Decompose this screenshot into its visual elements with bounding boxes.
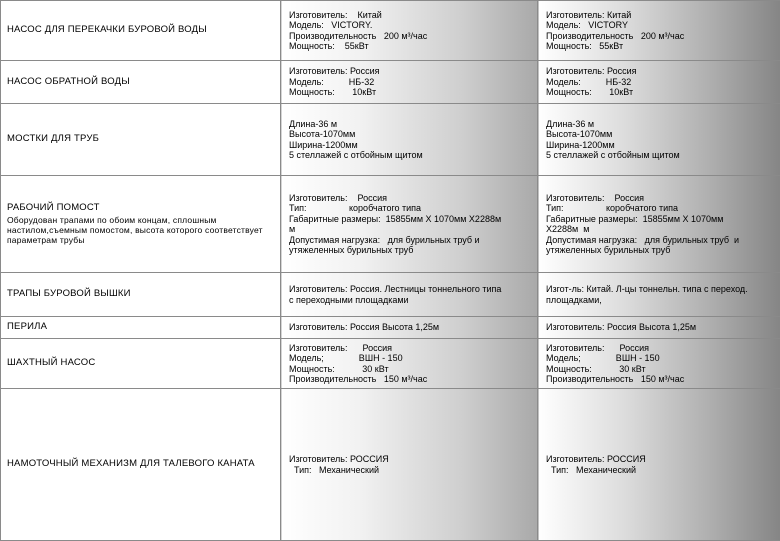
spec-line: утяжеленных бурильных труб — [546, 245, 774, 256]
spec-line: Длина-36 м — [289, 119, 531, 130]
spec-line: Мощность: 30 кВт — [289, 364, 531, 375]
row-name-cell — [1, 1, 281, 61]
table-row — [1, 176, 780, 273]
spec-line: Модель: VICTORY — [546, 20, 774, 31]
spec-cell-col3 — [538, 176, 780, 273]
spec-line: Длина-36 м — [546, 119, 774, 130]
row-description: Оборудован трапами по обоим концам, сплошным настилом,съемным помостом, высота которого соответствует параметрам трубы — [7, 215, 274, 245]
row-name: ПЕРИЛА — [7, 322, 274, 333]
spec-line: Мощность: 10кВт — [546, 87, 774, 98]
spec-line: Производительность 150 м³/час — [289, 374, 531, 385]
spec-cell-col2 — [281, 61, 538, 104]
spec-line: Изготовитель: РОССИЯ — [289, 454, 531, 465]
spec-line: Изготовитель: Россия Высота 1,25м — [546, 322, 774, 333]
spec-cell-col2 — [281, 1, 538, 61]
spec-cell-col3 — [538, 61, 780, 104]
spec-cell-col3 — [538, 273, 780, 317]
spec-line: Изгот-ль: Китай. Л-цы тоннельн. типа с переход. — [546, 284, 774, 295]
table-row — [1, 273, 780, 317]
spec-line: Ширина-1200мм — [546, 140, 774, 151]
spec-line: Изготовитель: Китай — [289, 10, 531, 21]
spec-line: Производительность 200 м³/час — [546, 31, 774, 42]
spec-line: Х2288м м — [546, 224, 774, 235]
spec-cell-col2 — [281, 389, 538, 541]
spec-line: Тип: коробчатого типа — [546, 203, 774, 214]
spec-line: Тип: Механический — [546, 465, 774, 476]
spec-line: Модель: НБ-32 — [546, 77, 774, 88]
spec-line: Изготовитель: Россия — [289, 66, 531, 77]
row-name: НАМОТОЧНЫЙ МЕХАНИЗМ ДЛЯ ТАЛЕВОГО КАНАТА — [7, 459, 274, 470]
row-name: НАСОС ОБРАТНОЙ ВОДЫ — [7, 77, 274, 88]
spec-cell-col3 — [538, 1, 780, 61]
spec-cell-col3 — [538, 317, 780, 339]
spec-line: Изготовитель: Россия. Лестницы тоннельного типа — [289, 284, 531, 295]
spec-line: Допустимая нагрузка: для бурильных труб и — [546, 235, 774, 246]
table-row — [1, 1, 780, 61]
spec-line: Изготовитель: РОССИЯ — [546, 454, 774, 465]
row-name: ШАХТНЫЙ НАСОС — [7, 358, 274, 369]
row-name: МОСТКИ ДЛЯ ТРУБ — [7, 134, 274, 145]
table-row — [1, 61, 780, 104]
spec-line: Изготовитель: Россия — [289, 343, 531, 354]
row-name-cell — [1, 339, 281, 389]
spec-line: Габаритные размеры: 15855мм Х 1070мм — [546, 214, 774, 225]
spec-line: Производительность 200 м³/час — [289, 31, 531, 42]
spec-line: Изготовитель: Россия — [546, 343, 774, 354]
spec-cell-col2 — [281, 104, 538, 176]
row-name-cell — [1, 389, 281, 541]
spec-line: Изготовитель: Россия Высота 1,25м — [289, 322, 531, 333]
spec-line: Модель; ВШН - 150 — [546, 353, 774, 364]
spec-line: Модель; ВШН - 150 — [289, 353, 531, 364]
spec-line: Допустимая нагрузка: для бурильных труб и — [289, 235, 531, 246]
spec-line: Габаритные размеры: 15855мм Х 1070мм Х2288м — [289, 214, 531, 225]
table-row — [1, 339, 780, 389]
spec-cell-col2 — [281, 176, 538, 273]
spec-line: Мощность: 10кВт — [289, 87, 531, 98]
spec-cell-col3 — [538, 389, 780, 541]
table-row — [1, 104, 780, 176]
spec-line: м — [289, 224, 531, 235]
spec-line: Изготовитель: Китай — [546, 10, 774, 21]
spec-line: Мощность: 30 кВт — [546, 364, 774, 375]
spec-line: Мощность: 55кВт — [289, 41, 531, 52]
spec-cell-col3 — [538, 104, 780, 176]
spec-line: Изготовитель: Россия — [289, 193, 531, 204]
spec-cell-col2 — [281, 273, 538, 317]
row-name-cell — [1, 176, 281, 273]
spec-line: Производительность 150 м³/час — [546, 374, 774, 385]
table-row — [1, 389, 780, 541]
row-name-cell — [1, 61, 281, 104]
table-row — [1, 317, 780, 339]
spec-line: 5 стеллажей с отбойным щитом — [289, 150, 531, 161]
spec-line: Ширина-1200мм — [289, 140, 531, 151]
spec-cell-col2 — [281, 339, 538, 389]
spec-line: Модель: VICTORY. — [289, 20, 531, 31]
spec-line: Высота-1070мм — [546, 129, 774, 140]
spec-line: утяжеленных бурильных труб — [289, 245, 531, 256]
spec-line: Изготовитель: Россия — [546, 193, 774, 204]
spec-line: Тип: коробчатого типа — [289, 203, 531, 214]
spec-line: Мощность: 55кВт — [546, 41, 774, 52]
row-name: ТРАПЫ БУРОВОЙ ВЫШКИ — [7, 289, 274, 300]
spec-line: Модель: НБ-32 — [289, 77, 531, 88]
spec-line: площадками, — [546, 295, 774, 306]
spec-line: Изготовитель: Россия — [546, 66, 774, 77]
row-name-cell — [1, 104, 281, 176]
spec-cell-col3 — [538, 339, 780, 389]
spec-line: с переходными площадками — [289, 295, 531, 306]
row-name-cell — [1, 317, 281, 339]
spec-line: Тип: Механический — [289, 465, 531, 476]
spec-line: 5 стеллажей с отбойным щитом — [546, 150, 774, 161]
spec-line: Высота-1070мм — [289, 129, 531, 140]
row-name: РАБОЧИЙ ПОМОСТ — [7, 203, 274, 214]
row-name: НАСОС ДЛЯ ПЕРЕКАЧКИ БУРОВОЙ ВОДЫ — [7, 25, 274, 36]
row-name-cell — [1, 273, 281, 317]
spec-cell-col2 — [281, 317, 538, 339]
